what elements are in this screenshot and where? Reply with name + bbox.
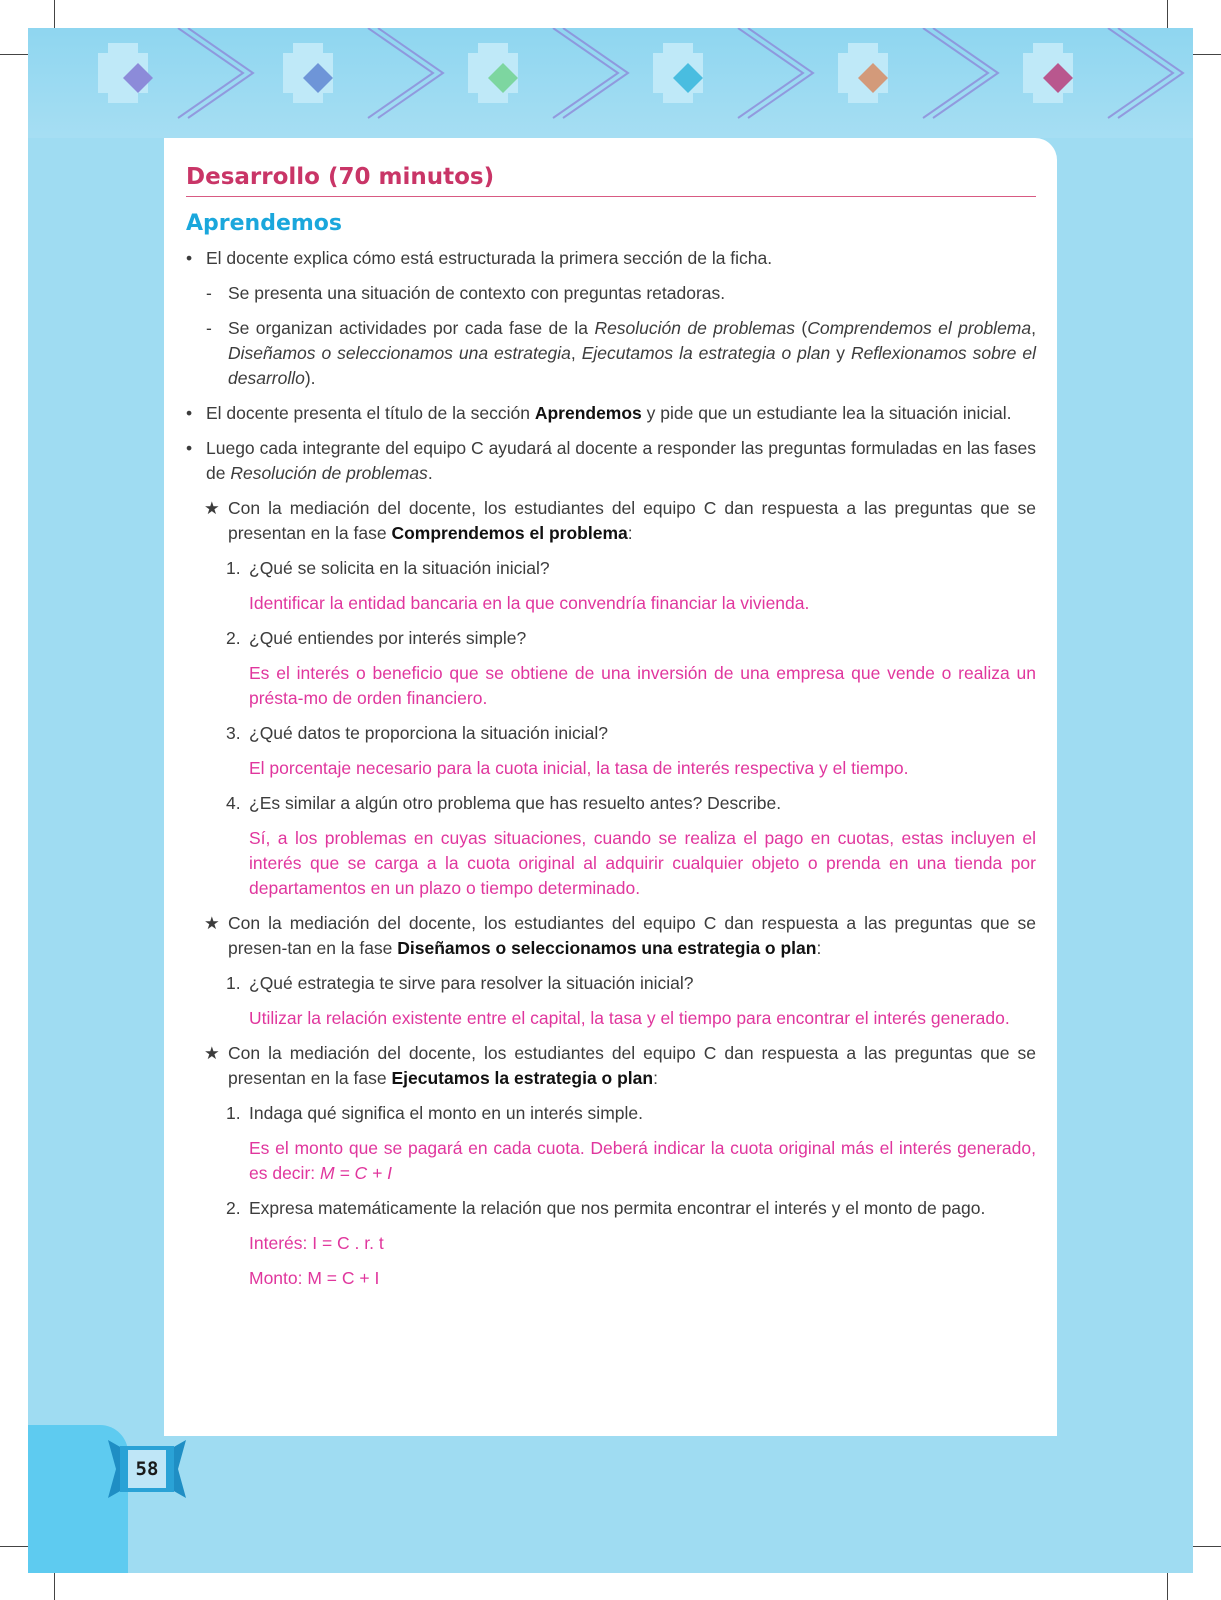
bullet-marker: • bbox=[186, 438, 193, 458]
bold-term: Ejecutamos la estrategia o plan bbox=[391, 1068, 654, 1088]
answer-text: Identificar la entidad bancaria en la que convendría financiar la vivienda. bbox=[249, 593, 810, 613]
punct: , bbox=[570, 343, 582, 363]
punct: ). bbox=[304, 368, 316, 388]
question-text: ¿Qué entiendes por interés simple? bbox=[249, 628, 527, 648]
crop-mark bbox=[0, 1546, 28, 1547]
crop-mark bbox=[1193, 1546, 1221, 1547]
dash-marker: - bbox=[206, 283, 212, 303]
bullet-item bbox=[186, 246, 1036, 271]
punct: . bbox=[427, 463, 433, 483]
star-item bbox=[186, 496, 1036, 546]
bullet-text: Luego cada integrante del equipo C ayudará al docente a responder las preguntas formuladas en las fases de bbox=[206, 438, 1036, 483]
phase-name: Diseñamos o seleccionamos una estrategia bbox=[228, 343, 571, 363]
question-number: 1. bbox=[226, 973, 241, 993]
answer-text-part: Es el monto que se pagará en cada cuota. Deberá indicar la cuota original más el interés generado, es decir: bbox=[249, 1138, 1036, 1183]
formula: M = C + I bbox=[320, 1163, 392, 1183]
crop-mark bbox=[54, 1573, 55, 1600]
bullet-marker: • bbox=[186, 248, 193, 268]
question-item bbox=[186, 791, 1036, 816]
star-icon: ★ bbox=[204, 913, 220, 933]
bold-term: Comprendemos el problema bbox=[391, 523, 628, 543]
star-text: Con la mediación del docente, los estudiantes del equipo C dan respuesta a las preguntas que se presen-tan en la fase bbox=[228, 913, 1036, 958]
answer-text bbox=[186, 1136, 1036, 1186]
crop-mark bbox=[1167, 0, 1168, 28]
section-title: Aprendemos bbox=[186, 211, 343, 236]
page-heading: Desarrollo (70 minutos) bbox=[186, 164, 1036, 197]
bullet-item bbox=[186, 436, 1036, 486]
punct: ( bbox=[795, 318, 808, 338]
main-content bbox=[186, 150, 1036, 1291]
bullet-text: El docente presenta el título de la sección bbox=[206, 403, 535, 423]
question-number: 4. bbox=[226, 793, 241, 813]
question-number: 3. bbox=[226, 723, 241, 743]
bullet-text: El docente explica cómo está estructurada la primera sección de la ficha. bbox=[206, 248, 773, 268]
punct: : bbox=[627, 523, 633, 543]
question-item bbox=[186, 1101, 1036, 1126]
star-text: Con la mediación del docente, los estudiantes del equipo C dan respuesta a las preguntas que se presentan en la fase bbox=[228, 498, 1036, 543]
question-text: ¿Qué datos te proporciona la situación inicial? bbox=[249, 723, 608, 743]
crop-mark bbox=[0, 54, 28, 55]
question-text: ¿Es similar a algún otro problema que has resuelto antes? Describe. bbox=[249, 793, 782, 813]
punct: , bbox=[1031, 318, 1036, 338]
phase-name: Reflexionamos sobre el desarrollo bbox=[228, 343, 1036, 388]
phase-name: Resolución de problemas bbox=[594, 318, 795, 338]
phase-name: Ejecutamos la estrategia o plan bbox=[581, 343, 831, 363]
crop-mark bbox=[54, 0, 55, 28]
star-item bbox=[186, 911, 1036, 961]
question-item bbox=[186, 721, 1036, 746]
dash-marker: - bbox=[206, 318, 212, 338]
answer-text: Es el interés o beneficio que se obtiene de una inversión de una empresa que vende o realiza un présta-mo de orden financiero. bbox=[249, 663, 1036, 708]
punct: : bbox=[653, 1068, 658, 1088]
question-number: 1. bbox=[226, 558, 241, 578]
bullet-text: y pide que un estudiante lea la situación inicial. bbox=[641, 403, 1012, 423]
punct: y bbox=[830, 343, 851, 363]
question-number: 1. bbox=[226, 1103, 241, 1123]
sub-item bbox=[186, 316, 1036, 391]
page-number-badge-icon bbox=[108, 1440, 186, 1498]
crop-mark bbox=[1193, 54, 1221, 55]
bold-term: Diseñamos o seleccionamos una estrategia o plan bbox=[397, 938, 817, 958]
answer-text: Utilizar la relación existente entre el capital, la tasa y el tiempo para encontrar el interés generado. bbox=[249, 1008, 1010, 1028]
question-text: Indaga qué significa el monto en un interés simple. bbox=[249, 1103, 643, 1123]
answer-text: Sí, a los problemas en cuyas situaciones, cuando se realiza el pago en cuotas, estas incluyen el interés que se carga a la cuota original al adquirir cualquier objeto o prenda en una tienda por departamentos en un plazo o tiempo determinado. bbox=[249, 828, 1036, 898]
question-item bbox=[186, 971, 1036, 996]
answer-formula-amount: Monto: M = C + I bbox=[249, 1268, 380, 1288]
star-icon: ★ bbox=[204, 1043, 220, 1063]
phase-name: Resolución de problemas bbox=[230, 463, 428, 483]
sub-item-text: Se organizan actividades por cada fase de la bbox=[228, 318, 595, 338]
decorative-banner bbox=[28, 28, 1193, 138]
question-text: Expresa matemáticamente la relación que nos permita encontrar el interés y el monto de pago. bbox=[249, 1198, 986, 1218]
question-text: ¿Qué se solicita en la situación inicial? bbox=[249, 558, 550, 578]
question-number: 2. bbox=[226, 1198, 241, 1218]
geometric-diamond-pattern-icon bbox=[28, 28, 1193, 138]
star-icon: ★ bbox=[204, 498, 220, 518]
sub-item bbox=[186, 281, 1036, 306]
question-item bbox=[186, 1196, 1036, 1221]
bullet-item bbox=[186, 401, 1036, 426]
crop-mark bbox=[1167, 1573, 1168, 1600]
question-text: ¿Qué estrategia te sirve para resolver la situación inicial? bbox=[249, 973, 694, 993]
question-item bbox=[186, 556, 1036, 581]
phase-name: Comprendemos el problema bbox=[807, 318, 1032, 338]
sub-item-text: Se presenta una situación de contexto con preguntas retadoras. bbox=[228, 283, 726, 303]
star-item bbox=[186, 1041, 1036, 1091]
punct: : bbox=[816, 938, 822, 958]
question-number: 2. bbox=[226, 628, 241, 648]
star-text: Con la mediación del docente, los estudiantes del equipo C dan respuesta a las preguntas que se presentan en la fase bbox=[228, 1043, 1036, 1088]
answer-text: El porcentaje necesario para la cuota inicial, la tasa de interés respectiva y el tiempo. bbox=[249, 758, 909, 778]
page-number: 58 bbox=[135, 1458, 159, 1480]
bullet-marker: • bbox=[186, 403, 193, 423]
bold-term: Aprendemos bbox=[534, 403, 642, 423]
question-item bbox=[186, 626, 1036, 651]
answer-formula-interest: Interés: I = C . r. t bbox=[249, 1233, 384, 1253]
